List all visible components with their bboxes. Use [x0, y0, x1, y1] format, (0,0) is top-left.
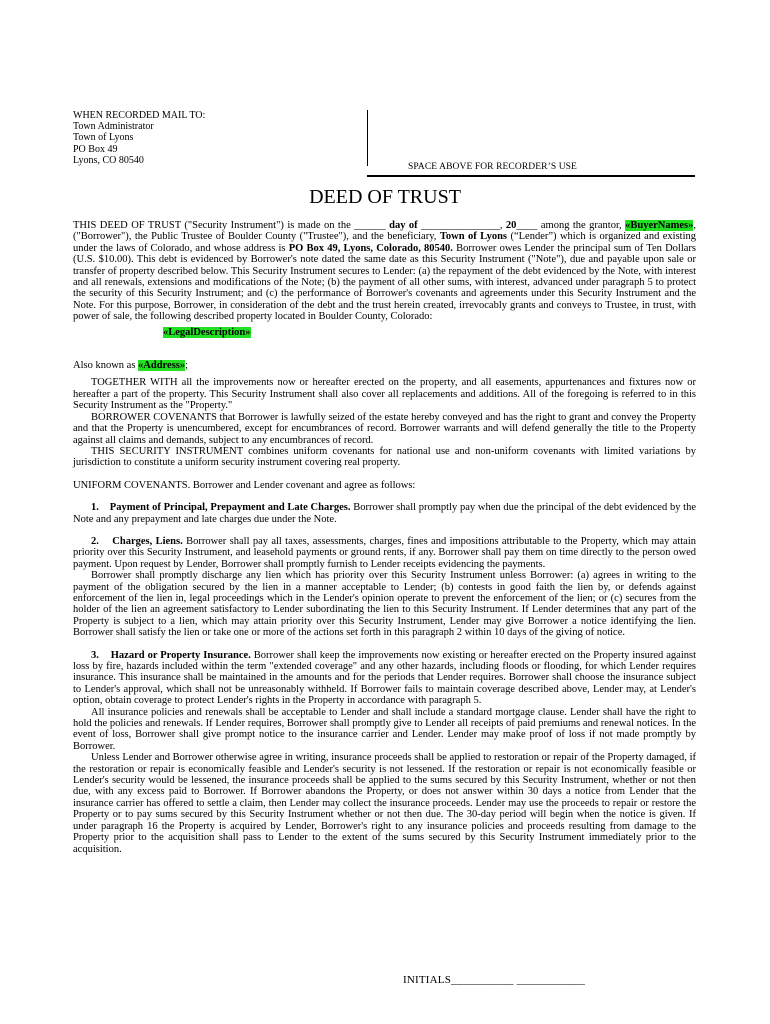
initials-line[interactable]: INITIALS___________ ____________ — [403, 974, 586, 986]
address-field[interactable]: «Address» — [138, 360, 186, 372]
day-of-label: day of — [389, 220, 418, 231]
mail-line: PO Box 49 — [73, 143, 118, 155]
section-number: 3. — [91, 649, 99, 661]
section-text: Borrower shall keep the improvements now existing or hereafter erected on the Property insured against loss by fire, hazards included within the term "extended coverage" and any other hazards, including floods or flooding, for which Lender requires insurance. This insurance shall be maintained in the amounts and for the periods that Lender requires. Borrower shall choose the insurance subject to Lender's approval, which shall not be unreasonably withheld. If Borrower fails to maintain coverage described above, Lender may, at Lender's option, obtain coverage to protect Lender's rights in the Property in accordance with paragraph 5. — [73, 649, 697, 707]
mail-to-block — [73, 110, 205, 166]
legal-description-field[interactable]: «LegalDescription» — [163, 326, 251, 338]
intro-text: _______________, — [417, 220, 506, 231]
section-2-paragraph-2: Borrower shall promptly discharge any lien which has priority over this Security Instrument unless Borrower: (a) agrees in writing to the payment of the obligation secured by the lien in a manner acceptable to Lender; (b) contests in good faith the lien by, or defends against enforcement of the lien in, legal proceedings which in the Lender's opinion operate to prevent the enforcement of the lien; or (c) secures from the holder of the lien an agreement satisfactory to Lender subordinating the lien to this Security Instrument. If Lender determines that any part of the Property is subject to a lien, which may attain priority over this Security Instrument, Lender may give Borrower a notice identifying the lien. Borrower shall satisfy the lien or take one or more of the actions set forth in this paragraph 2 within 10 days of the giving of notice. — [73, 570, 696, 639]
recorder-use-label: SPACE ABOVE FOR RECORDER’S USE — [408, 162, 577, 172]
legal-description-line — [73, 327, 696, 338]
section-3-paragraph-2: All insurance policies and renewals shall be acceptable to Lender and shall include a standard mortgage clause. Lender shall have the right to hold the policies and renewals. If Lender requires, Borrower shall promptly give to Lender all receipts of paid premiums and renewal notices. In the event of loss, Borrower shall give prompt notice to the insurance carrier and Lender. Lender may make proof of loss if not made promptly by Borrower. — [73, 706, 696, 752]
mail-line: Town Administrator — [73, 121, 154, 133]
intro-text: Borrower owes Lender the principal sum of Ten Dollars (U.S. $10.00). This debt is evidenced by Borrower's note dated the same date as this Security Instrument ("Note"), due and payable upon sale or transfer of property described below. This Security Instrument secures to Lender: (a) the repayment of the debt evidenced by the Note, with interest and all renewals, extensions and modifications of the Note; (b) the payment of all other sums, with interest, advanced under paragraph 5 to protect the security of this Security Instrument; and (c) the performance of Borrower's covenants and agreements under this Security Instrument and the Note. For this purpose, Borrower, in consideration of the debt and the trust herein created, irrevocably grants and conveys to Trustee, in trust, with power of sale, the following described property located in Boulder County, Colorado: — [73, 242, 697, 323]
section-2 — [73, 536, 696, 570]
this-security-paragraph: THIS SECURITY INSTRUMENT combines uniform covenants for national use and non-uniform covenants with limited variations by jurisdiction to constitute a uniform security instrument covering real property. — [73, 445, 696, 469]
document-title: DEED OF TRUST — [309, 186, 461, 208]
mail-line: Town of Lyons — [73, 132, 134, 144]
section-text: Borrower shall promptly pay when due the principal of the debt evidenced by the Note and any prepayment and late charges due under the Note. — [73, 502, 696, 525]
section-heading: Hazard or Property Insurance. — [110, 649, 251, 661]
lender-address: PO Box 49, Lyons, Colorado, 80540. — [288, 242, 453, 254]
also-known-as-line — [73, 360, 696, 371]
also-known-as-label: Also known as — [73, 360, 139, 372]
lender-name: Town of Lyons — [439, 231, 508, 243]
intro-text: (“Lender”) which is organized and existing under the laws of Colorado, and whose address is — [73, 231, 697, 254]
uniform-covenants-heading: UNIFORM COVENANTS. Borrower and Lender covenant and agree as follows: — [73, 479, 416, 491]
document-body — [73, 220, 696, 855]
section-heading: Payment of Principal, Prepayment and Late Charges. — [109, 502, 351, 514]
section-text: Borrower shall pay all taxes, assessments, charges, fines and impositions attributable to the Property, which may attain priority over this Security Instrument, and leasehold payments or ground rents, if any. Borrower shall pay them on time directly to the person owed payment. Upon request by Lender, Borrower shall promptly furnish to Lender receipts evidencing the payments. — [73, 535, 696, 570]
horizontal-divider — [367, 175, 695, 177]
intro-text: , ("Borrower"), the Public Trustee of Boulder County ("Trustee"), and the beneficiary, — [73, 220, 696, 243]
mail-line: WHEN RECORDED MAIL TO: — [73, 110, 206, 121]
section-number: 2. — [91, 535, 99, 547]
borrower-covenants-paragraph: BORROWER COVENANTS that Borrower is lawfully seized of the estate hereby conveyed and has the right to grant and convey the Property and that the Property is unencumbered, except for encumbrances of record. Borrower warrants and will defend generally the title to the Property against all claims and demands, subject to any encumbrances of record. — [73, 411, 696, 446]
buyer-names-field[interactable]: «BuyerNames» — [625, 220, 694, 231]
mail-line: Lyons, CO 80540 — [73, 154, 144, 166]
intro-paragraph — [73, 220, 696, 323]
section-number: 1. — [91, 502, 99, 514]
aka-punctuation: ; — [185, 360, 189, 372]
section-3-paragraph-3: Unless Lender and Borrower otherwise agree in writing, insurance proceeds shall be applied to restoration or repair of the Property damaged, if the restoration or repair is economically feasible and Lender's security is not lessened. If the restoration or repair is not economically feasible or Lender's security would be lessened, the insurance proceeds shall be applied to the sums secured by this Security Instrument, whether or not then due, with any excess paid to Borrower. If Borrower abandons the Property, or does not answer within 30 days a notice from Lender that the insurance carrier has offered to settle a claim, then Lender may collect the insurance proceeds. Lender may use the proceeds to repair or restore the Property or to pay sums secured by this Security Instrument whether or not then due. The 30-day period will begin when the notice is given. If under paragraph 16 the Property is acquired by Lender, Borrower's right to any insurance policies and proceeds resulting from damage to the Property prior to the acquisition shall pass to Lender to the extent of the sums secured by this Security Instrument immediately prior to the acquisition. — [73, 752, 696, 855]
intro-text: ____ among the grantor, — [516, 220, 626, 231]
section-heading: Charges, Liens. — [112, 535, 183, 547]
vertical-divider — [367, 110, 368, 166]
section-1 — [73, 502, 696, 525]
section-3 — [73, 650, 696, 707]
together-with-paragraph: TOGETHER WITH all the improvements now or hereafter erected on the property, and all easements, appurtenances and fixtures now or hereafter a part of the property. This Security Instrument shall also cover all replacements and additions. All of the foregoing is referred to in this Security Instrument as the "Property." — [73, 377, 696, 412]
intro-text: THIS DEED OF TRUST ("Security Instrument") is made on the ______ — [73, 220, 390, 231]
year-label: 20 — [505, 220, 517, 231]
